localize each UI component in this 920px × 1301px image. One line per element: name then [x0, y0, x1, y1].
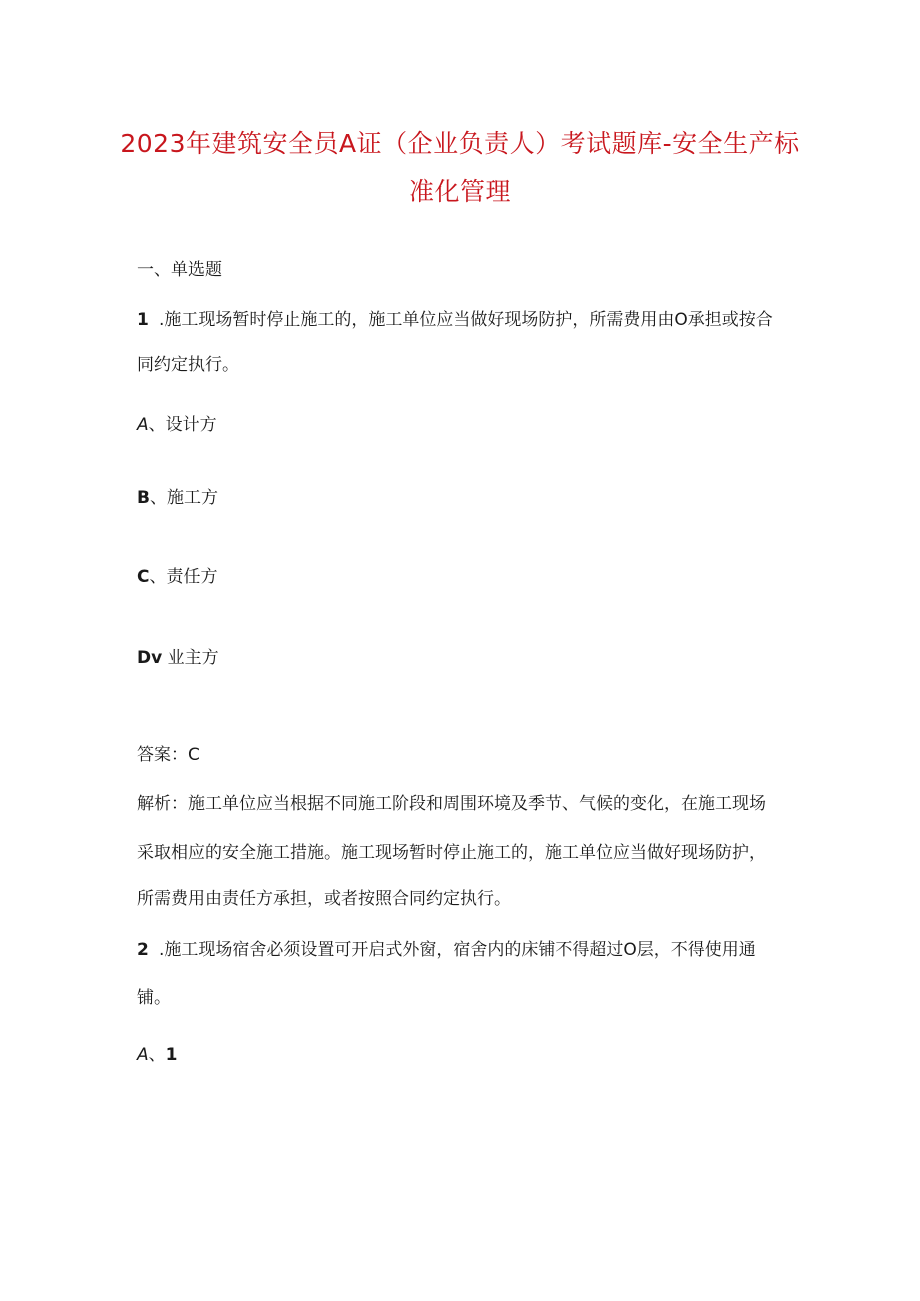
option-text: 施工方	[166, 488, 218, 508]
option-label: A	[137, 415, 149, 435]
question-1-option-d	[137, 647, 219, 669]
question-1-analysis-line-2: 采取相应的安全施工措施。施工现场暂时停止施工的，施工单位应当做好现场防护，	[137, 843, 766, 863]
section-heading: 一、单选题	[137, 260, 222, 280]
option-separator: 、	[148, 415, 166, 435]
question-1-line-2: 同约定执行。	[137, 355, 239, 375]
document-title-line-2: 准化管理	[408, 177, 511, 206]
question-2-line-1	[137, 939, 756, 961]
option-text: 业主方	[167, 648, 219, 668]
option-label: C	[137, 567, 150, 587]
question-text: .施工现场宿舍必须设置可开启式外窗，宿舍内的床铺不得超过O层，不得使用通	[159, 940, 756, 960]
question-2-line-2: 铺。	[137, 988, 171, 1008]
option-label: B	[137, 488, 150, 508]
option-text: 设计方	[165, 415, 217, 435]
option-separator: 、	[149, 567, 167, 587]
document-title-line-1: 2023年建筑安全员A证（企业负责人）考试题库-安全生产标	[120, 129, 800, 158]
option-label: Dv	[137, 648, 163, 668]
question-number: 2	[137, 940, 149, 960]
question-1-line-1	[137, 309, 773, 331]
question-1-option-a	[137, 414, 217, 436]
question-1-answer: 答案：C	[137, 745, 200, 765]
question-1-analysis-line-3: 所需费用由责任方承担，或者按照合同约定执行。	[137, 889, 511, 909]
option-label: A	[137, 1045, 149, 1065]
option-separator: 、	[149, 488, 167, 508]
question-text: .施工现场暂时停止施工的，施工单位应当做好现场防护，所需费用由O承担或按合	[159, 310, 773, 330]
question-1-analysis-line-1: 解析：施工单位应当根据不同施工阶段和周围环境及季节、气候的变化，在施工现场	[137, 794, 766, 814]
option-text: 1	[165, 1045, 178, 1065]
option-separator: 、	[148, 1045, 166, 1065]
question-1-option-b	[137, 487, 218, 509]
question-number: 1	[137, 310, 149, 330]
question-2-option-a	[137, 1044, 177, 1066]
question-1-option-c	[137, 566, 217, 588]
option-text: 责任方	[166, 567, 218, 587]
